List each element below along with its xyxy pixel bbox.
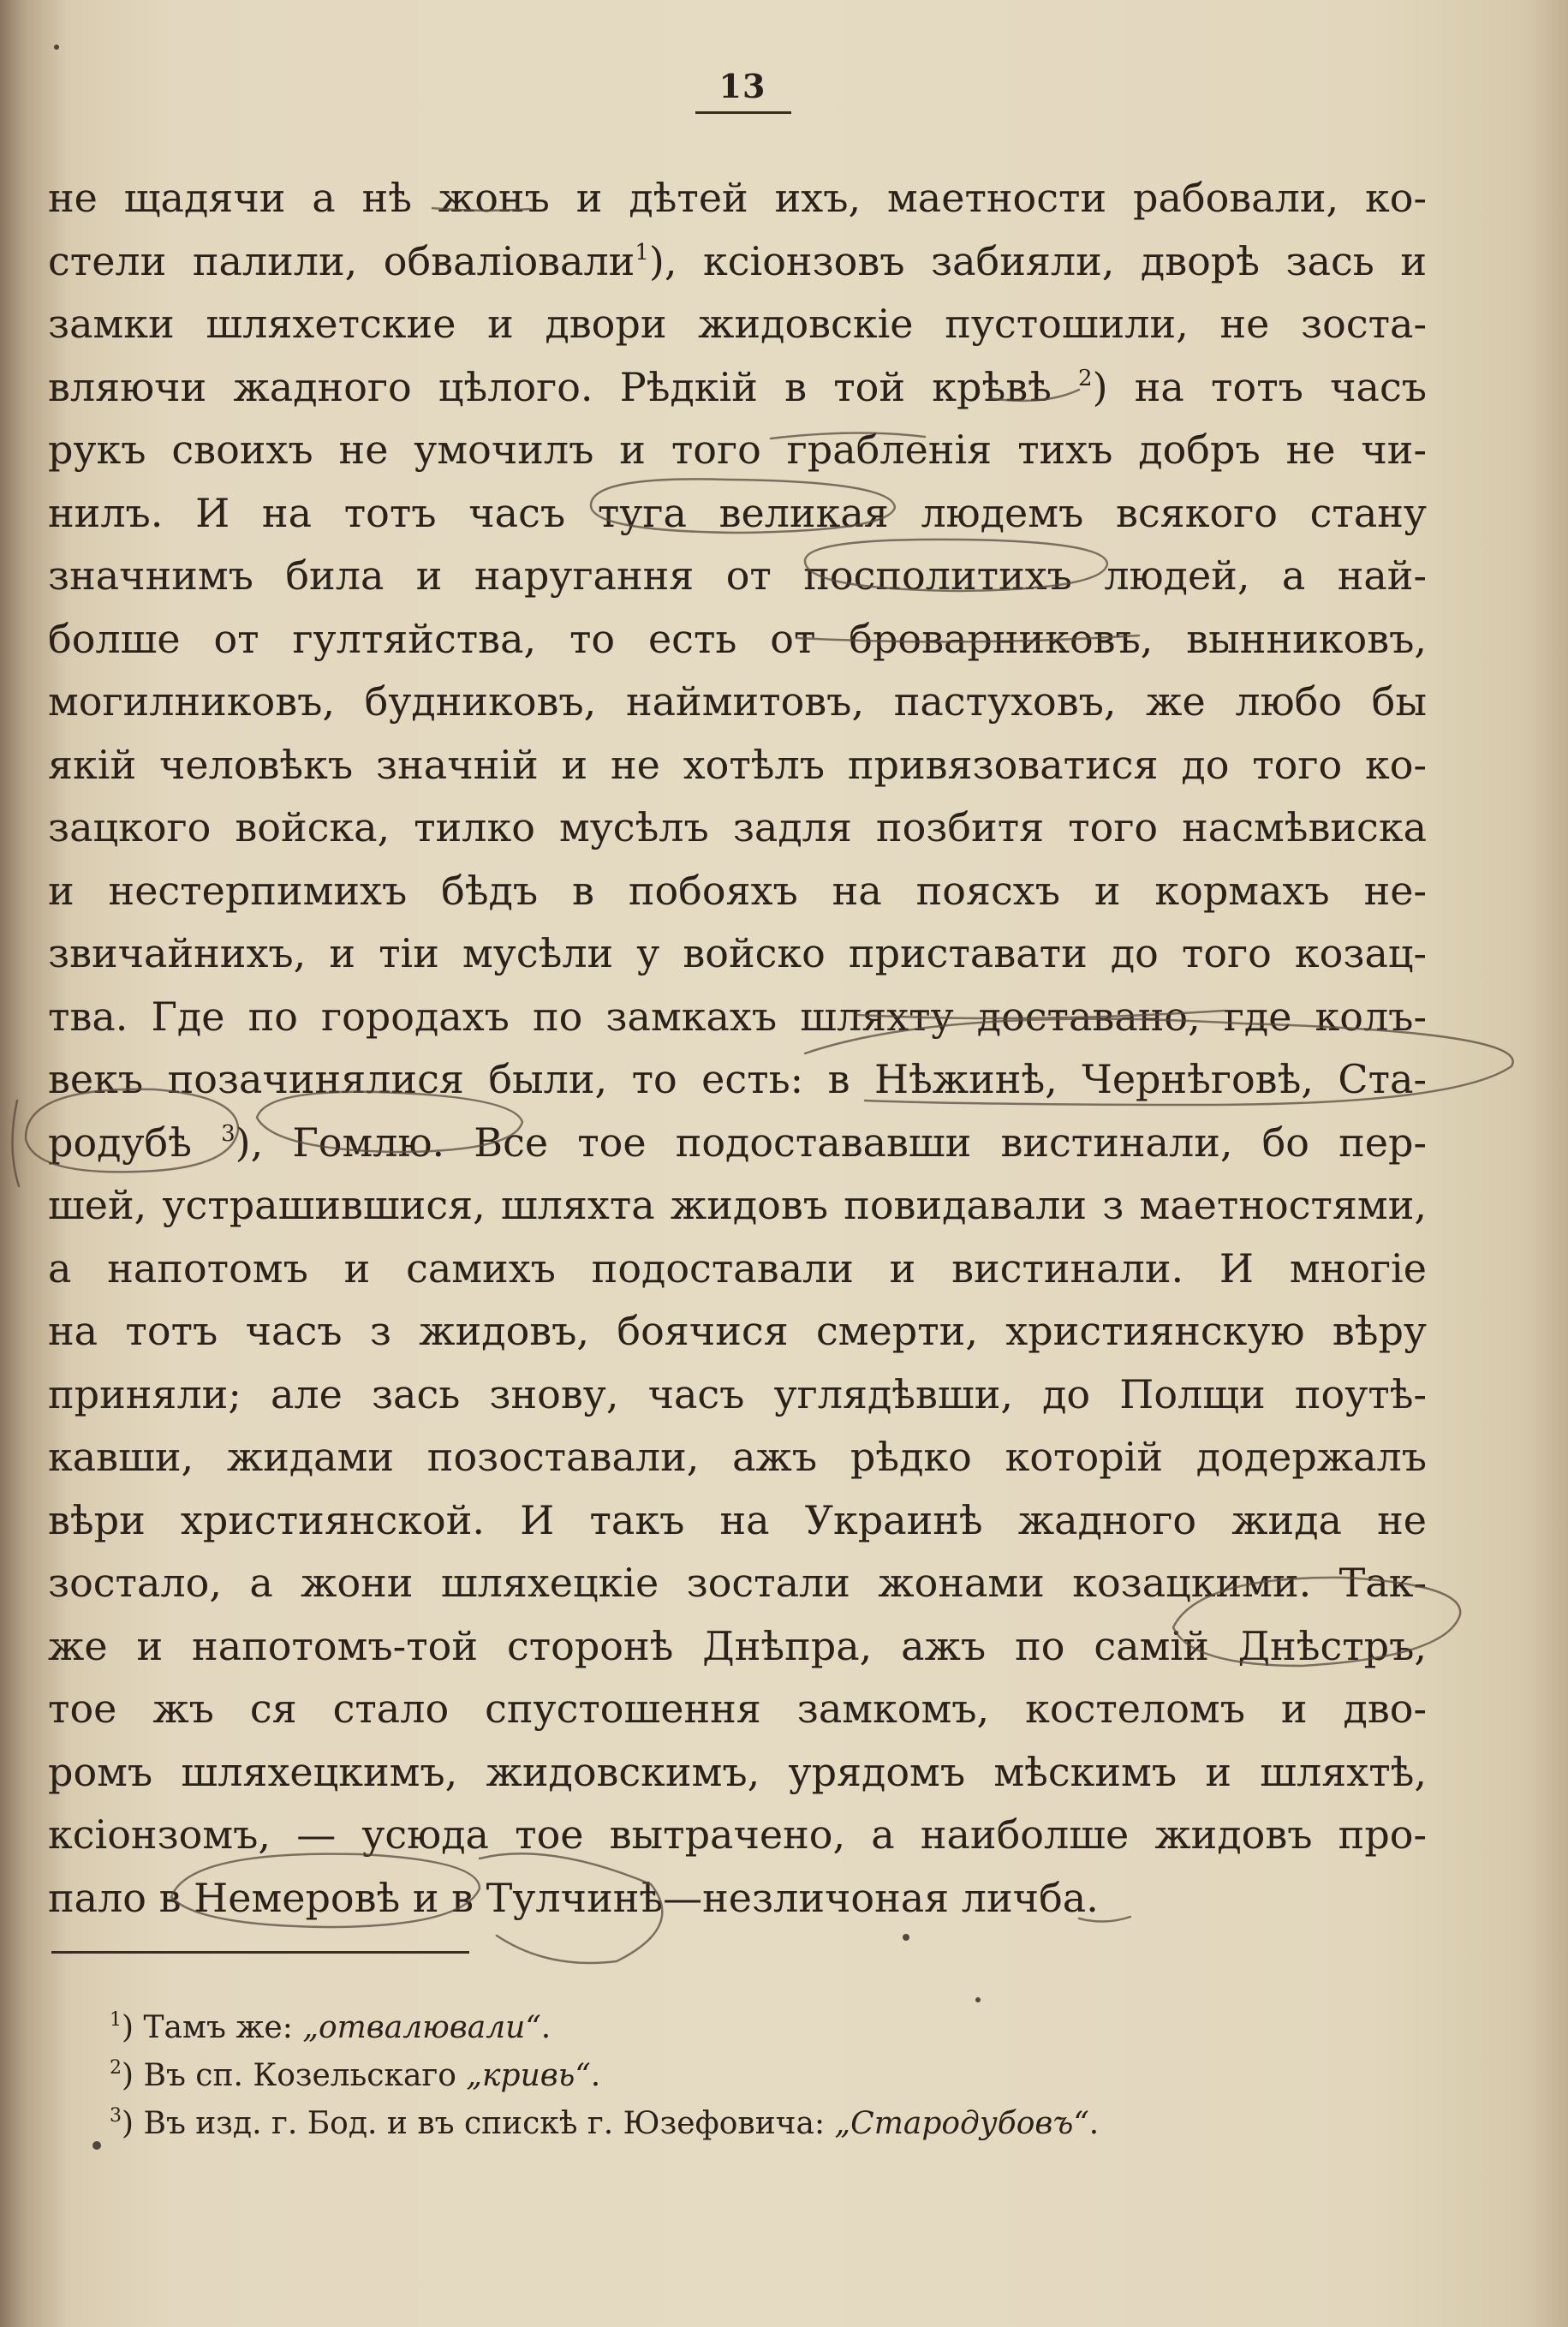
text-segment: ) на тотъ часъ: [1092, 363, 1427, 410]
footnote: [110, 2052, 1394, 2100]
ink-dot: [54, 45, 59, 50]
text-line: нилъ. И на тотъ часъ туга великая людемъ всякого стану: [48, 489, 1427, 536]
text-line: шей, устрашившися, шляхта жидовъ повидавали з маетностями,: [48, 1182, 1427, 1228]
text-line: векъ позачинялися были, то есть: в Нѣжинѣ, Чернѣговѣ, Ста-: [48, 1056, 1427, 1102]
text-segment: ), Гомлю. Все тое подостававши вистинали, бо пер-: [235, 1119, 1427, 1166]
text-line: тое жъ ся стало спустошення замкомъ, костеломъ и дво-: [48, 1686, 1427, 1732]
text-line: кавши, жидами позоставали, ажъ рѣдко которій додержалъ: [48, 1434, 1427, 1480]
text-line: замки шляхетские и двори жидовскіе пустошили, не зоста-: [48, 301, 1427, 347]
text-line: пало в Немеровѣ и в Тулчинѣ—незличоная личба.: [48, 1874, 1099, 1921]
text-line: [48, 1112, 1427, 1175]
footnote: [110, 2004, 1394, 2052]
text-line: зацкого войска, тилко мусѣлъ задля позбитя того насмѣвиска: [48, 804, 1427, 850]
text-line: рукъ своихъ не умочилъ и того грабленія тихъ добръ не чи-: [48, 427, 1427, 473]
footnote-reference: 1: [635, 239, 649, 266]
text-line: вѣри християнской. И такъ на Украинѣ жадного жида не: [48, 1496, 1427, 1543]
text-line: могилниковъ, будниковъ, наймитовъ, пастуховъ, же любо бы: [48, 678, 1427, 725]
ink-dot: [92, 2141, 101, 2150]
pencil-bracket-margin: [12, 1101, 19, 1186]
text-line: [48, 356, 1427, 420]
text-line: значнимъ била и наругання от посполитихъ людей, а най-: [48, 552, 1427, 599]
text-line: якій человѣкъ значній и не хотѣлъ привязоватися до того ко-: [48, 741, 1427, 788]
footnote-reference: 2: [1078, 365, 1093, 391]
footnote-number: 1: [110, 2009, 122, 2031]
text-line: тва. Где по городахъ по замкахъ шляхту доставано, где колъ-: [48, 993, 1427, 1040]
text-line: же и напотомъ-той сторонѣ Днѣпра, ажъ по самій Днѣстръ,: [48, 1622, 1427, 1669]
text-line: ромъ шляхецкимъ, жидовскимъ, урядомъ мѣскимъ и шляхтѣ,: [48, 1748, 1427, 1795]
main-text-block: [48, 167, 1427, 1930]
footnote: [110, 2100, 1394, 2148]
footnote-text: .: [540, 2010, 551, 2045]
text-segment: вляючи жадного цѣлого. Рѣдкій в той крѣвѣ: [48, 363, 1079, 410]
text-line: а напотомъ и самихъ подоставали и вистинали. И многіе: [48, 1244, 1427, 1292]
page-number: 13: [718, 67, 766, 105]
text-line: приняли; але зась знову, часъ углядѣвши, до Полщи поутѣ-: [48, 1370, 1427, 1417]
text-line: на тотъ часъ з жидовъ, боячися смерти, християнскую вѣру: [48, 1308, 1427, 1354]
text-segment: ), ксіонзовъ забияли, дворѣ зась и: [648, 237, 1427, 284]
text-line: ксіонзомъ, — усюда тое вытрачено, а наиболше жидовъ про-: [48, 1811, 1427, 1858]
ink-dot: [903, 1934, 909, 1941]
text-segment: стели палили, обваліовали: [48, 237, 635, 284]
footnote-text: .: [1088, 2106, 1100, 2141]
text-line: и нестерпимихъ бѣдъ в побояхъ на поясхъ и кормахъ не-: [48, 867, 1427, 914]
footnote-text: ) Въ изд. г. Бод. и въ спискѣ г. Юзефовича:: [122, 2106, 835, 2141]
text-line: болше от гултяйства, то есть от броварниковъ, вынниковъ,: [48, 615, 1427, 662]
footnote-number: 2: [110, 2057, 122, 2079]
footnote-text: ) Тамъ же:: [122, 2010, 303, 2045]
footnote-separator: [51, 1951, 469, 1954]
footnote-reference: 3: [221, 1120, 235, 1147]
text-line: звичайнихъ, и тіи мусѣли у войско приставати до того козац-: [48, 930, 1427, 976]
text-line: [48, 230, 1427, 294]
footnotes-block: [110, 2004, 1394, 2148]
footnote-quoted-variant: „кривь“: [466, 2058, 591, 2093]
text-line: не щадячи а нѣ жонъ и дѣтей ихъ, маетности рабовали, ко-: [48, 175, 1427, 221]
footnote-quoted-variant: „отвалювали“: [302, 2010, 541, 2045]
footnote-text: .: [590, 2058, 601, 2093]
page-number-underline: [695, 111, 791, 114]
ink-dot: [975, 1997, 981, 2002]
footnote-text: ) Въ сп. Козельскаго: [122, 2058, 467, 2093]
footnote-number: 3: [110, 2105, 122, 2127]
footnote-quoted-variant: „Стародубовъ“: [834, 2106, 1089, 2141]
text-line: зостало, а жони шляхецкіе зостали жонами козацкими. Так-: [48, 1560, 1427, 1606]
text-segment: родубѣ: [48, 1119, 222, 1166]
